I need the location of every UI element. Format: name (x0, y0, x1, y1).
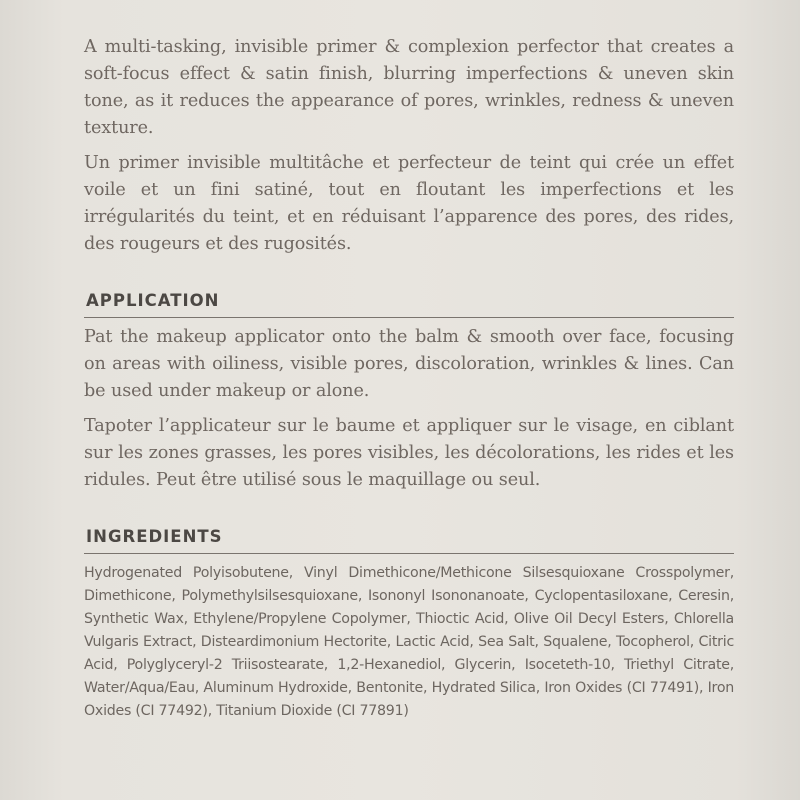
ingredients-heading: INGREDIENTS (84, 526, 734, 554)
ingredients-list: Hydrogenated Polyisobutene, Vinyl Dimethicone/Methicone Silsesquioxane Crosspolymer, Dimethicone, Polymethylsilsesquioxane, Isononyl Isononanoate, Cyclopentasiloxane, Ceresin, Synthetic Wax, Ethylene/Propylene Copolymer, Thioctic Acid, Olive Oil Decyl Esters, Chlorella Vulgaris Extract, Disteardimonium Hectorite, Lactic Acid, Sea Salt, Squalene, Tocopherol, Citric Acid, Polyglyceryl-2 Triisostearate, 1,2-Hexanediol, Glycerin, Isoceteth-10, Triethyl Citrate, Water/Aqua/Eau, Aluminum Hydroxide, Bentonite, Hydrated Silica, Iron Oxides (CI 77491), Iron Oxides (CI 77492), Titanium Dioxide (CI 77891) (84, 565, 734, 719)
application-section (84, 290, 734, 494)
intro-description-fr: Un primer invisible multitâche et perfecteur de teint qui crée un effet voile et un fini satiné, tout en floutant les imperfections et les irrégularités du teint, et en réduisant l’apparence des pores, des rides, des rougeurs et des rugosités. (84, 153, 734, 254)
application-instructions-fr: Tapoter l’applicateur sur le baume et appliquer sur le visage, en ciblant sur les zones grasses, les pores visibles, les décolorations, les rides et les ridules. Peut être utilisé sous le maquillage ou seul. (84, 416, 734, 490)
ingredients-section (84, 526, 734, 723)
label-content (84, 34, 734, 723)
intro-description-en: A multi-tasking, invisible primer & complexion perfector that creates a soft-focus effect & satin finish, blurring imperfections & uneven skin tone, as it reduces the appearance of pores, wrinkles, redness & uneven texture. (84, 37, 734, 138)
application-instructions-en: Pat the makeup applicator onto the balm & smooth over face, focusing on areas with oiliness, visible pores, discoloration, wrinkles & lines. Can be used under makeup or alone. (84, 327, 734, 401)
application-heading: APPLICATION (84, 290, 734, 318)
